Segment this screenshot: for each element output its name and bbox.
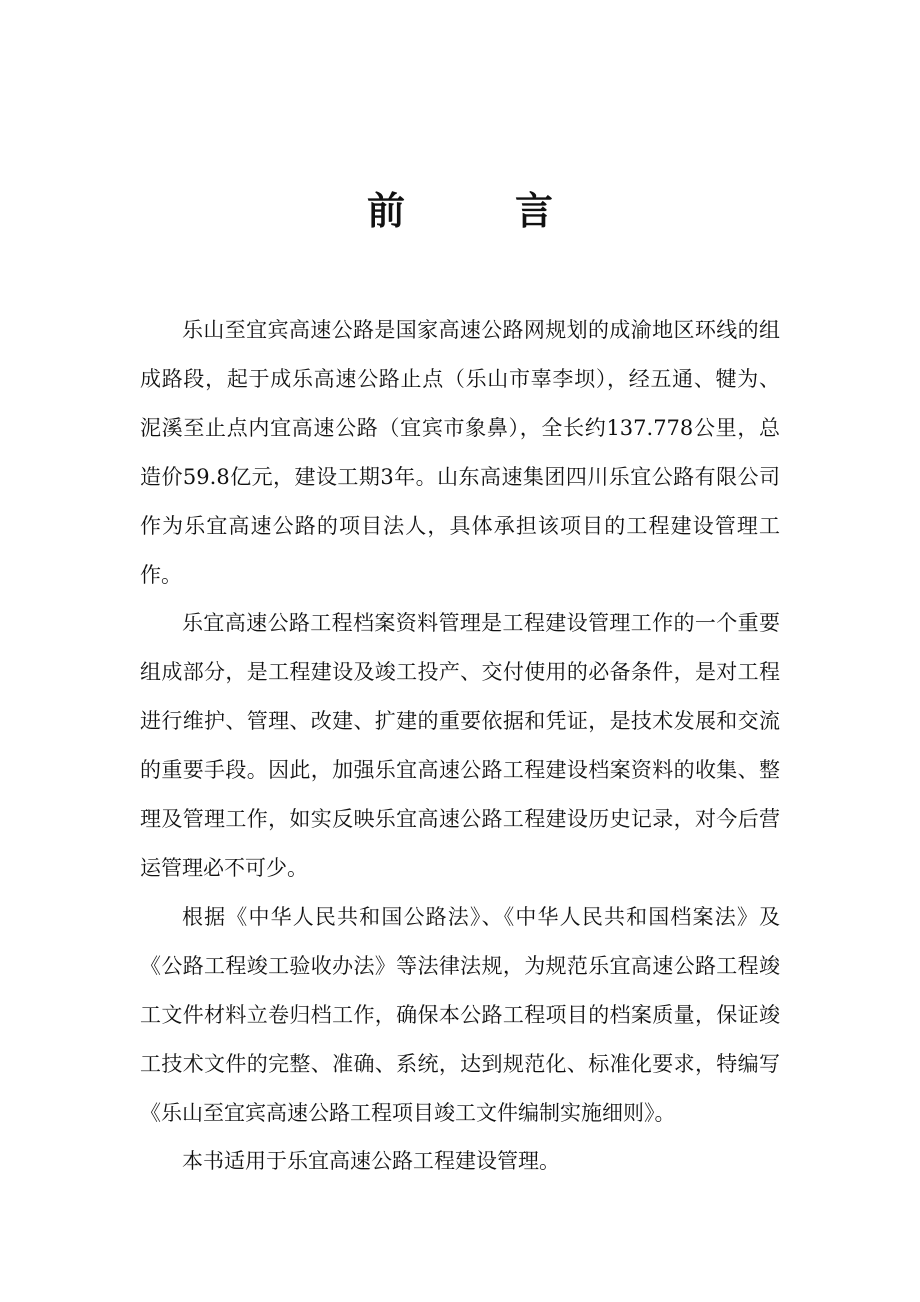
title-char-1: 前 [366,188,405,234]
paragraph-scope: 本书适用于乐宜高速公路工程建设管理。 [182,1149,560,1174]
title-char-2: 言 [515,188,554,234]
paragraph-archive-importance: 乐宜高速公路工程档案资料管理是工程建设管理工作的一个重要组成部分，是工程建设及竣工投产、交付使用的必备条件，是对工程进行维护、管理、改建、扩建的重要依据和凭证，是技术发展和交流的重要手段。因此，加强乐宜高速公路工程建设档案资料的收集、整理及管理工作，如实反映乐宜高速公路工程建设历史记录，对今后营运管理必不可少。 [140,611,780,880]
paragraph-project-overview: 乐山至宜宾高速公路是国家高速公路网规划的成渝地区环线的组成路段，起于成乐高速公路止点（乐山市辜李坝），经五通、犍为、泥溪至止点内宜高速公路（宜宾市象鼻），全长约137.778公里，总造价59.8亿元，建设工期3年。山东高速集团四川乐宜公路有限公司作为乐宜高速公路的项目法人，具体承担该项目的工程建设管理工作。 [140,318,780,587]
page-title [0,183,920,239]
preface-body [140,306,780,1186]
paragraph-legal-basis: 根据《中华人民共和国公路法》、《中华人民共和国档案法》及《公路工程竣工验收办法》等法律法规，为规范乐宜高速公路工程竣工文件材料立卷归档工作，确保本公路工程项目的档案质量，保证竣工技术文件的完整、准确、系统，达到规范化、标准化要求，特编写《乐山至宜宾高速公路工程项目竣工文件编制实施细则》。 [140,904,780,1125]
